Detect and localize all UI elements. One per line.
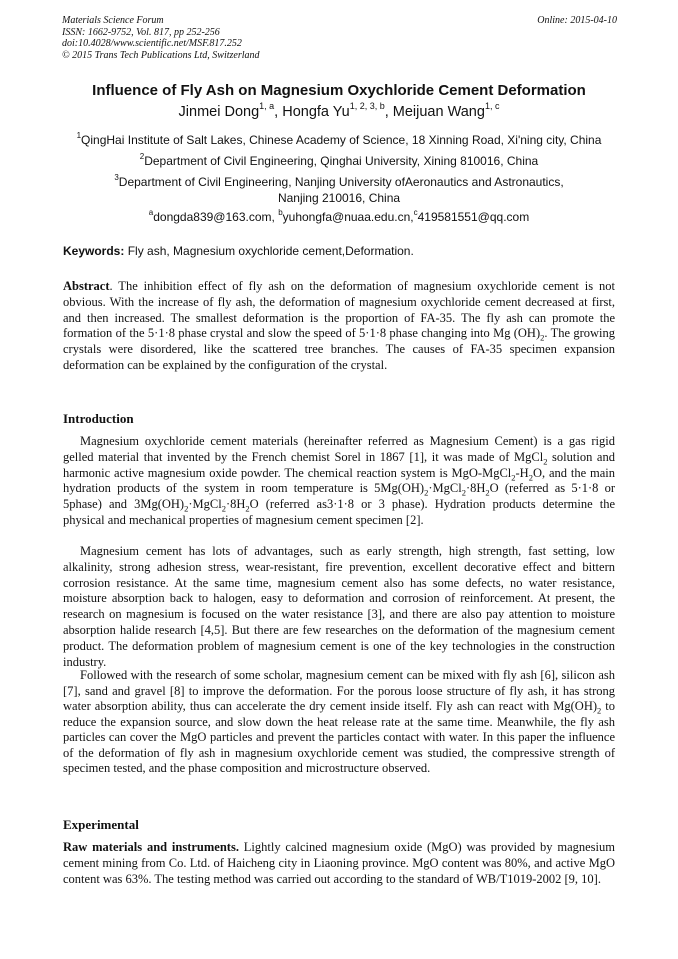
journal-header xyxy=(62,15,617,61)
keywords-label: Keywords: xyxy=(63,244,125,258)
affiliation-marker: 2 xyxy=(139,152,145,161)
affiliation-2 xyxy=(40,153,638,169)
subscript: 2 xyxy=(424,487,429,498)
email-list xyxy=(40,209,638,225)
author-name: Jinmei Dong xyxy=(178,104,260,120)
subscript: 2 xyxy=(540,332,545,343)
subscript: 2 xyxy=(485,487,490,498)
affiliation-text: QingHai Institute of Salt Lakes, Chinese Academy of Science, 18 Xinning Road, Xi'ning city, China xyxy=(81,133,602,147)
paragraph-text: Magnesium oxychloride cement materials (hereinafter referred as Magnesium Cement) is a gas rigid gelled material that invented by the French chemist Sorel in 1867 [1], it was made of MgCl xyxy=(63,434,615,464)
author-name: Hongfa Yu xyxy=(282,104,350,120)
email-marker: c xyxy=(413,208,418,217)
keywords-text: Fly ash, Magnesium oxychloride cement,Deformation. xyxy=(124,244,414,258)
copyright-line: © 2015 Trans Tech Publications Ltd, Switzerland xyxy=(62,49,260,61)
affiliation-marker: 3 xyxy=(114,173,119,182)
paragraph-text: -H xyxy=(515,465,529,480)
abstract-paragraph xyxy=(63,279,615,374)
paragraph-text: ·8H xyxy=(465,481,486,496)
email-marker: b xyxy=(278,208,283,217)
keywords-line xyxy=(63,244,615,258)
section-heading-experimental: Experimental xyxy=(63,817,139,832)
paragraph-text: O, and the main hydration products of the system in room temperature is 5Mg(OH) xyxy=(63,465,615,496)
intro-paragraph-3 xyxy=(63,668,615,777)
author-list xyxy=(40,101,638,120)
subsection-label: Raw materials and instruments. xyxy=(63,840,239,854)
affiliation-text: Department of Civil Engineering, Nanjing University ofAeronautics and Astronautics, Nanjing 210016, China xyxy=(118,175,564,205)
subscript: 2 xyxy=(184,503,189,514)
abstract-label: Abstract xyxy=(63,279,110,293)
subscript: 2 xyxy=(543,456,548,467)
paragraph-text: ·MgCl xyxy=(428,481,462,496)
section-heading-introduction: Introduction xyxy=(63,411,134,426)
journal-name: Materials Science Forum xyxy=(62,15,164,26)
subscript: 2 xyxy=(245,503,250,514)
author-affiliation-marker: 1, a xyxy=(259,101,275,112)
online-date: Online: 2015-04-10 xyxy=(537,15,617,26)
experimental-paragraph xyxy=(63,840,615,887)
author-affiliation-marker: 1, c xyxy=(484,101,500,112)
subscript: 2 xyxy=(597,705,602,716)
subscript: 2 xyxy=(511,472,516,483)
affiliation-3 xyxy=(100,174,578,206)
paragraph-text: O (referred as 5·1·8 or 5phase) and 3Mg(OH) xyxy=(63,481,615,512)
author-affiliation-marker: 1, 2, 3, b xyxy=(349,101,385,112)
paragraph-text: Lightly calcined magnesium oxide (MgO) was provided by magnesium cement mining from Co. Ltd. of Haicheng city in Liaoning province. MgO content was 80%, and active MgO content was 63%. The testing method was carried out according to the standard of WB/T1019-2002 [9, 10]. xyxy=(63,840,615,886)
paragraph-text: solution and harmonic active magnesium oxide powder. The chemical reaction system is MgO-MgCl xyxy=(63,449,615,480)
doi-line: doi:10.4028/www.scientific.net/MSF.817.252 xyxy=(62,38,242,49)
paragraph-text: ·8H xyxy=(225,497,246,512)
email-text: 419581551@qq.com xyxy=(417,210,530,224)
affiliation-text: Department of Civil Engineering, Qinghai University, Xining 810016, China xyxy=(144,154,539,168)
email-text: yuhongfa@nuaa.edu.cn, xyxy=(282,210,414,224)
email-text: dongda839@163.com, xyxy=(153,210,279,224)
paper-title: Influence of Fly Ash on Magnesium Oxychloride Cement Deformation xyxy=(92,82,586,99)
abstract-text: . The inhibition effect of fly ash on the deformation of magnesium oxychloride cement is not obvious. With the increase of fly ash, the deformation of magnesium oxychloride cement decreased at first, and then increased. The smallest deformation is the proportion of FA-35. The fly ash can promote the formation of the 5·1·8 phase crystal and slow the speed of 5·1·8 phase changing into Mg (OH) xyxy=(63,279,615,341)
author-separator: , xyxy=(274,104,283,120)
email-marker: a xyxy=(148,208,154,217)
intro-paragraph-1 xyxy=(63,434,615,529)
paragraph-text: Followed with the research of some scholar, magnesium cement can be mixed with fly ash [6], silicon ash [7], sand and gravel [8] to improve the deformation. For the porous loose structure of fly ash, it has strong water absorption ability, thus can accelerate the dry cement inside itself. Fly ash can react with Mg(OH) xyxy=(63,668,615,713)
author-name: Meijuan Wang xyxy=(392,104,485,120)
paragraph-text: to reduce the expansion source, and slow down the heat release rate at the same time. Meanwhile, the fly ash particles can cover the MgO particles and prevent the particles contact with water. In this paper the influence of the deformation of fly ash in magnesium oxychloride cement was studied, the compressive strength of specimen tested, and the phase composition and microstructure observed. xyxy=(63,699,615,775)
affiliation-marker: 1 xyxy=(76,131,82,140)
issn-line: ISSN: 1662-9752, Vol. 817, pp 252-256 xyxy=(62,26,220,38)
intro-paragraph-2: Magnesium cement has lots of advantages, such as early strength, high strength, fast setting, low alkalinity, strong adhesion stress, wear-resistant, fire prevention, excellent decorative effect and bittern corrosion resistance. At the same time, magnesium cement also has some defects, no water resistance, moisture absorption back to halogen, easy to deformation and corrosion of reinforcement. At present, the research on magnesium is focused on the water resistance [3], and there are also pay attention to moisture absorption halide research [4,5]. But there are few researches on the deformation of the magnesium cement product. The deformation problem of magnesium cement is one of the key technologies in the construction industry. xyxy=(63,544,615,669)
affiliation-1 xyxy=(40,132,638,148)
paragraph-text: O (referred as3·1·8 or 3 phase). Hydration products determine the physical and mechanical properties of magnesium cement specimen [2]. xyxy=(63,497,615,527)
author-separator: , xyxy=(384,104,393,120)
paragraph-text: ·MgCl xyxy=(188,497,222,512)
subscript: 2 xyxy=(528,472,533,483)
subscript: 2 xyxy=(221,503,226,514)
abstract-text: . The growing crystals were disordered, like the scattered tree branches. The causes of FA-35 specimen expansion deformation can be explained by the configuration of the crystal. xyxy=(63,326,616,372)
subscript: 2 xyxy=(461,487,466,498)
